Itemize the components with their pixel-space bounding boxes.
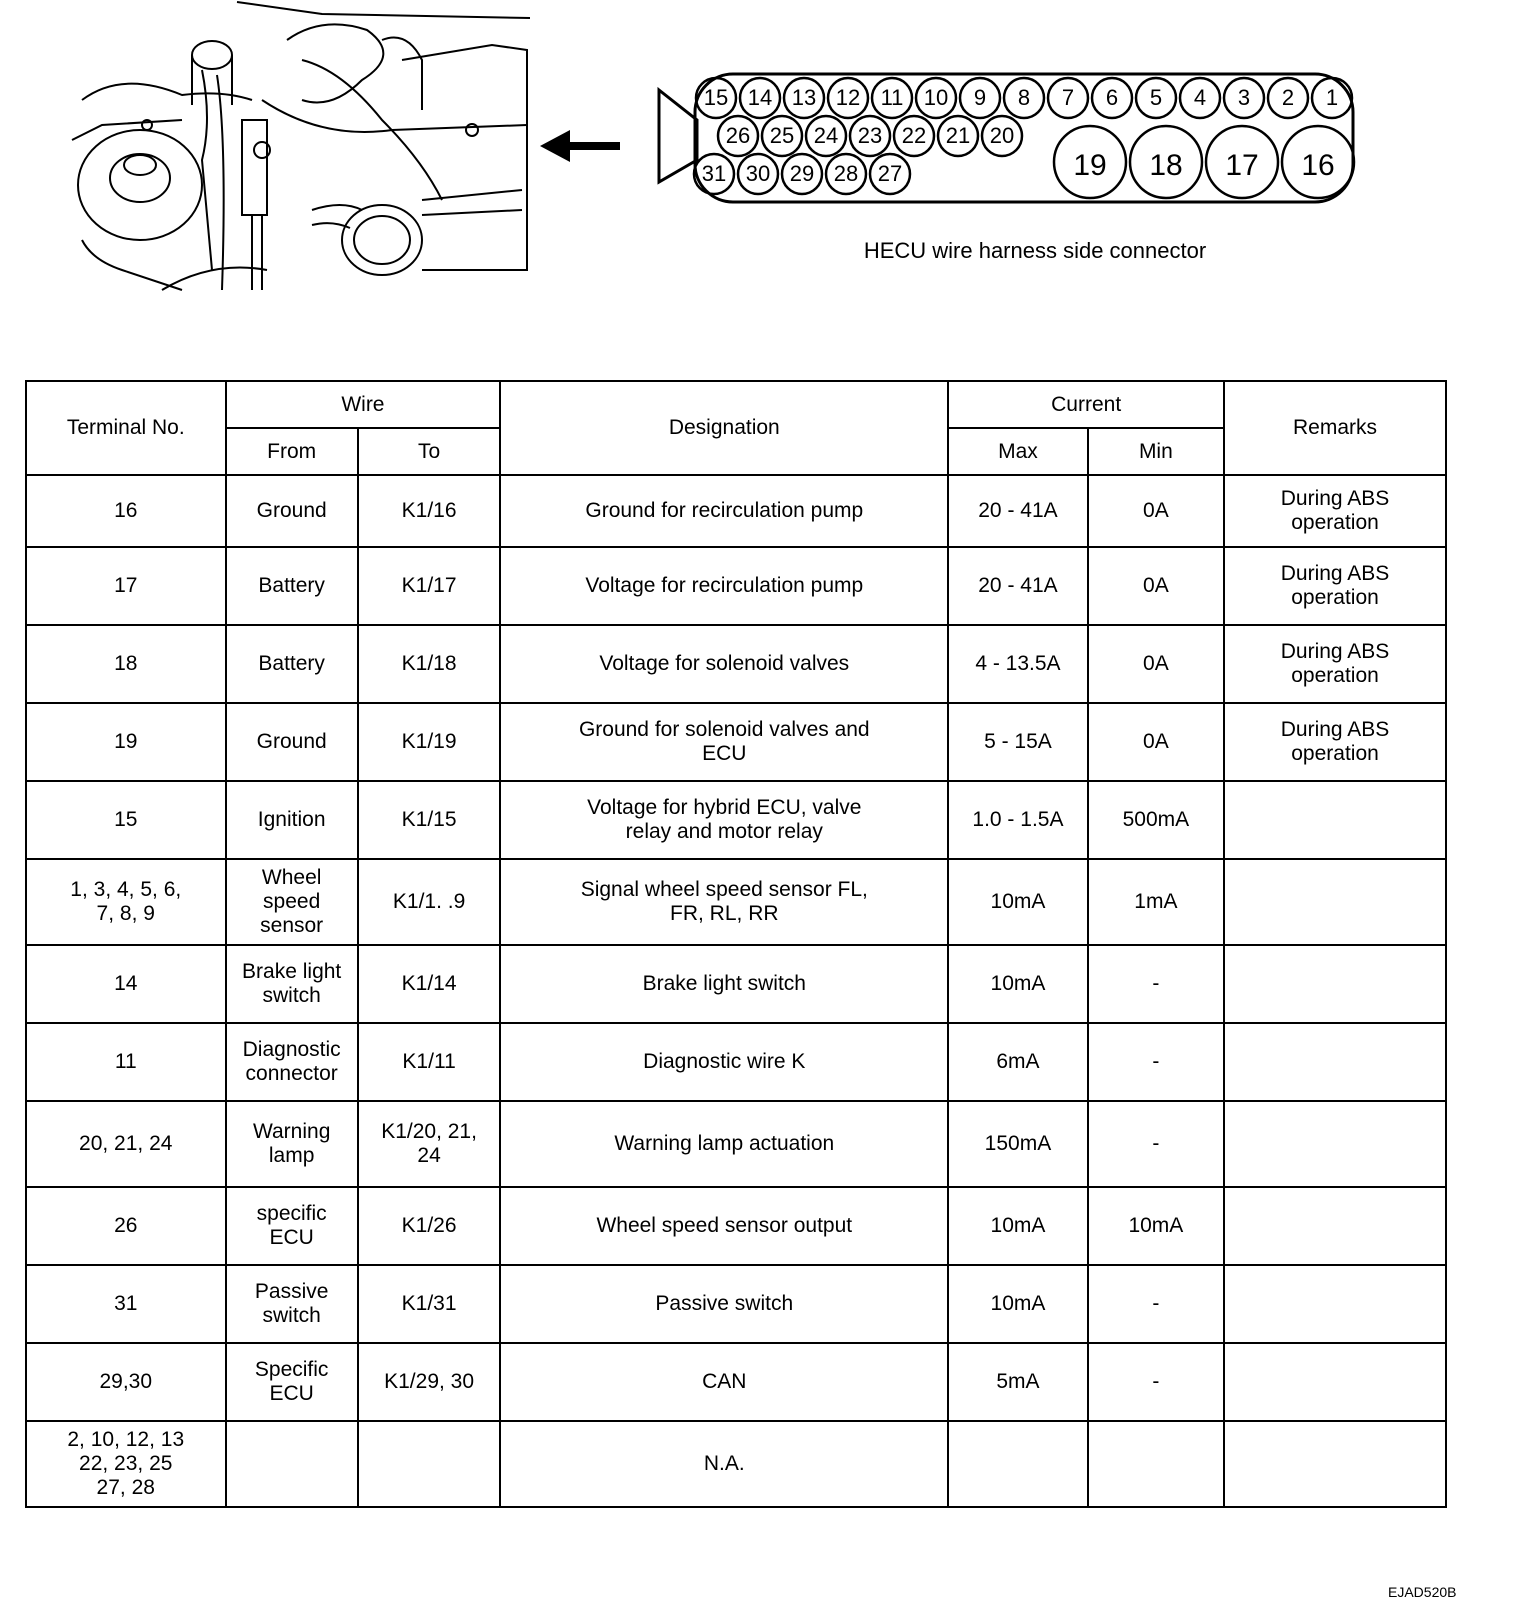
connector-pin: 30 [745, 161, 771, 187]
wire-from-cell [226, 1421, 358, 1507]
table-row [26, 859, 1446, 945]
wire-from-cell: Battery [226, 625, 358, 703]
connector-pin: 22 [901, 123, 927, 149]
table-row [26, 703, 1446, 781]
connector-caption: HECU wire harness side connector [863, 238, 1207, 263]
current-min-cell: 0A [1088, 475, 1224, 547]
header-from: From [226, 428, 358, 475]
table-row [26, 625, 1446, 703]
terminal-cell: 18 [26, 625, 226, 703]
wire-from-cell: Ground [226, 703, 358, 781]
designation-cell: Ground for solenoid valves and ECU [500, 703, 948, 781]
connector-pin: 23 [857, 123, 883, 149]
connector-pin: 1 [1325, 85, 1339, 111]
connector-pin: 31 [701, 161, 727, 187]
wire-to-cell: K1/17 [358, 547, 501, 625]
current-min-cell: - [1088, 1343, 1224, 1421]
connector-pin: 29 [789, 161, 815, 187]
current-max-cell: 10mA [948, 1265, 1087, 1343]
terminal-cell: 1, 3, 4, 5, 6, 7, 8, 9 [26, 859, 226, 945]
wire-to-cell [358, 1421, 501, 1507]
wire-to-cell: K1/15 [358, 781, 501, 859]
wire-from-cell: Wheel speed sensor [226, 859, 358, 945]
connector-pin: 10 [923, 85, 949, 111]
designation-cell: Ground for recirculation pump [500, 475, 948, 547]
current-min-cell: 10mA [1088, 1187, 1224, 1265]
wire-to-cell: K1/16 [358, 475, 501, 547]
engine-bay-illustration [62, 0, 542, 300]
arrow-pointer-icon [540, 128, 640, 168]
remarks-cell: During ABS operation [1224, 703, 1446, 781]
terminal-cell: 14 [26, 945, 226, 1023]
table-body [26, 475, 1446, 1507]
current-min-cell: - [1088, 1265, 1224, 1343]
header-terminal-no: Terminal No. [26, 381, 226, 475]
connector-pin: 5 [1149, 85, 1163, 111]
wire-from-cell: Diagnostic connector [226, 1023, 358, 1101]
current-min-cell [1088, 1421, 1224, 1507]
terminal-cell: 20, 21, 24 [26, 1101, 226, 1187]
current-max-cell: 5mA [948, 1343, 1087, 1421]
wire-from-cell: Ignition [226, 781, 358, 859]
terminal-cell: 16 [26, 475, 226, 547]
header-wire: Wire [226, 381, 501, 428]
header-max: Max [948, 428, 1087, 475]
designation-cell: Passive switch [500, 1265, 948, 1343]
terminal-cell: 19 [26, 703, 226, 781]
wire-from-cell: Brake light switch [226, 945, 358, 1023]
current-max-cell [948, 1421, 1087, 1507]
current-max-cell: 20 - 41A [948, 475, 1087, 547]
connector-pin: 4 [1193, 85, 1207, 111]
connector-pin: 24 [813, 123, 839, 149]
wire-from-cell: Warning lamp [226, 1101, 358, 1187]
remarks-cell [1224, 781, 1446, 859]
current-max-cell: 150mA [948, 1101, 1087, 1187]
connector-pin: 21 [945, 123, 971, 149]
connector-pin: 28 [833, 161, 859, 187]
remarks-cell [1224, 1265, 1446, 1343]
current-max-cell: 1.0 - 1.5A [948, 781, 1087, 859]
wire-to-cell: K1/31 [358, 1265, 501, 1343]
designation-cell: Voltage for solenoid valves [500, 625, 948, 703]
designation-cell: Warning lamp actuation [500, 1101, 948, 1187]
remarks-cell [1224, 1421, 1446, 1507]
current-max-cell: 5 - 15A [948, 703, 1087, 781]
table-row [26, 1101, 1446, 1187]
terminal-cell: 15 [26, 781, 226, 859]
wire-from-cell: Battery [226, 547, 358, 625]
connector-pin: 20 [989, 123, 1015, 149]
connector-pin: 15 [703, 85, 729, 111]
wire-to-cell: K1/11 [358, 1023, 501, 1101]
header-remarks: Remarks [1224, 381, 1446, 475]
current-min-cell: - [1088, 1023, 1224, 1101]
table-row [26, 781, 1446, 859]
connector-pin: 2 [1281, 85, 1295, 111]
connector-pin: 3 [1237, 85, 1251, 111]
table-row [26, 1023, 1446, 1101]
table-row [26, 1265, 1446, 1343]
document-code: EJAD520B [1388, 1584, 1457, 1600]
remarks-cell [1224, 1023, 1446, 1101]
remarks-cell: During ABS operation [1224, 547, 1446, 625]
designation-cell: CAN [500, 1343, 948, 1421]
designation-cell: Wheel speed sensor output [500, 1187, 948, 1265]
current-max-cell: 10mA [948, 945, 1087, 1023]
wire-to-cell: K1/29, 30 [358, 1343, 501, 1421]
connector-pin: 13 [791, 85, 817, 111]
current-min-cell: 0A [1088, 547, 1224, 625]
connector-pin: 12 [835, 85, 861, 111]
designation-cell: Brake light switch [500, 945, 948, 1023]
terminal-cell: 11 [26, 1023, 226, 1101]
connector-pin: 11 [880, 85, 904, 111]
wire-from-cell: specific ECU [226, 1187, 358, 1265]
connector-pin-large: 19 [1073, 148, 1107, 182]
wire-from-cell: Specific ECU [226, 1343, 358, 1421]
header-designation: Designation [500, 381, 948, 475]
remarks-cell [1224, 1187, 1446, 1265]
designation-cell: Voltage for recirculation pump [500, 547, 948, 625]
remarks-cell: During ABS operation [1224, 625, 1446, 703]
remarks-cell [1224, 945, 1446, 1023]
current-max-cell: 10mA [948, 1187, 1087, 1265]
designation-cell: Signal wheel speed sensor FL, FR, RL, RR [500, 859, 948, 945]
table-row [26, 475, 1446, 547]
remarks-cell: During ABS operation [1224, 475, 1446, 547]
table-header [26, 381, 1446, 475]
current-min-cell: 0A [1088, 703, 1224, 781]
hecu-connector-diagram [657, 70, 1387, 210]
connector-pin: 25 [769, 123, 795, 149]
remarks-cell [1224, 1343, 1446, 1421]
current-max-cell: 4 - 13.5A [948, 625, 1087, 703]
connector-pin: 9 [973, 85, 987, 111]
current-min-cell: - [1088, 945, 1224, 1023]
wire-to-cell: K1/14 [358, 945, 501, 1023]
wire-to-cell: K1/1. .9 [358, 859, 501, 945]
connector-pin-large: 18 [1149, 148, 1183, 182]
connector-pin: 6 [1105, 85, 1119, 111]
current-min-cell: 0A [1088, 625, 1224, 703]
connector-pin: 7 [1061, 85, 1075, 111]
table-row [26, 547, 1446, 625]
header-to: To [358, 428, 501, 475]
terminal-cell: 2, 10, 12, 13 22, 23, 25 27, 28 [26, 1421, 226, 1507]
wire-to-cell: K1/18 [358, 625, 501, 703]
designation-cell: Diagnostic wire K [500, 1023, 948, 1101]
terminal-cell: 29,30 [26, 1343, 226, 1421]
header-current: Current [948, 381, 1224, 428]
connector-pin: 14 [747, 85, 773, 111]
wire-to-cell: K1/19 [358, 703, 501, 781]
wire-from-cell: Ground [226, 475, 358, 547]
current-min-cell: 500mA [1088, 781, 1224, 859]
table-row [26, 1421, 1446, 1507]
current-min-cell: - [1088, 1101, 1224, 1187]
current-min-cell: 1mA [1088, 859, 1224, 945]
wire-from-cell: Passive switch [226, 1265, 358, 1343]
table-row [26, 1343, 1446, 1421]
current-max-cell: 6mA [948, 1023, 1087, 1101]
header-min: Min [1088, 428, 1224, 475]
remarks-cell [1224, 1101, 1446, 1187]
current-max-cell: 20 - 41A [948, 547, 1087, 625]
connector-pin-large: 17 [1225, 148, 1259, 182]
terminal-cell: 26 [26, 1187, 226, 1265]
connector-pin: 8 [1017, 85, 1031, 111]
connector-pin: 26 [725, 123, 751, 149]
connector-pin: 27 [877, 161, 903, 187]
remarks-cell [1224, 859, 1446, 945]
table-row [26, 1187, 1446, 1265]
terminal-table [25, 380, 1447, 1508]
current-max-cell: 10mA [948, 859, 1087, 945]
wire-to-cell: K1/20, 21, 24 [358, 1101, 501, 1187]
terminal-cell: 17 [26, 547, 226, 625]
connector-pin-large: 16 [1301, 148, 1335, 182]
designation-cell: Voltage for hybrid ECU, valve relay and motor relay [500, 781, 948, 859]
wire-to-cell: K1/26 [358, 1187, 501, 1265]
designation-cell: N.A. [500, 1421, 948, 1507]
table-row [26, 945, 1446, 1023]
terminal-cell: 31 [26, 1265, 226, 1343]
